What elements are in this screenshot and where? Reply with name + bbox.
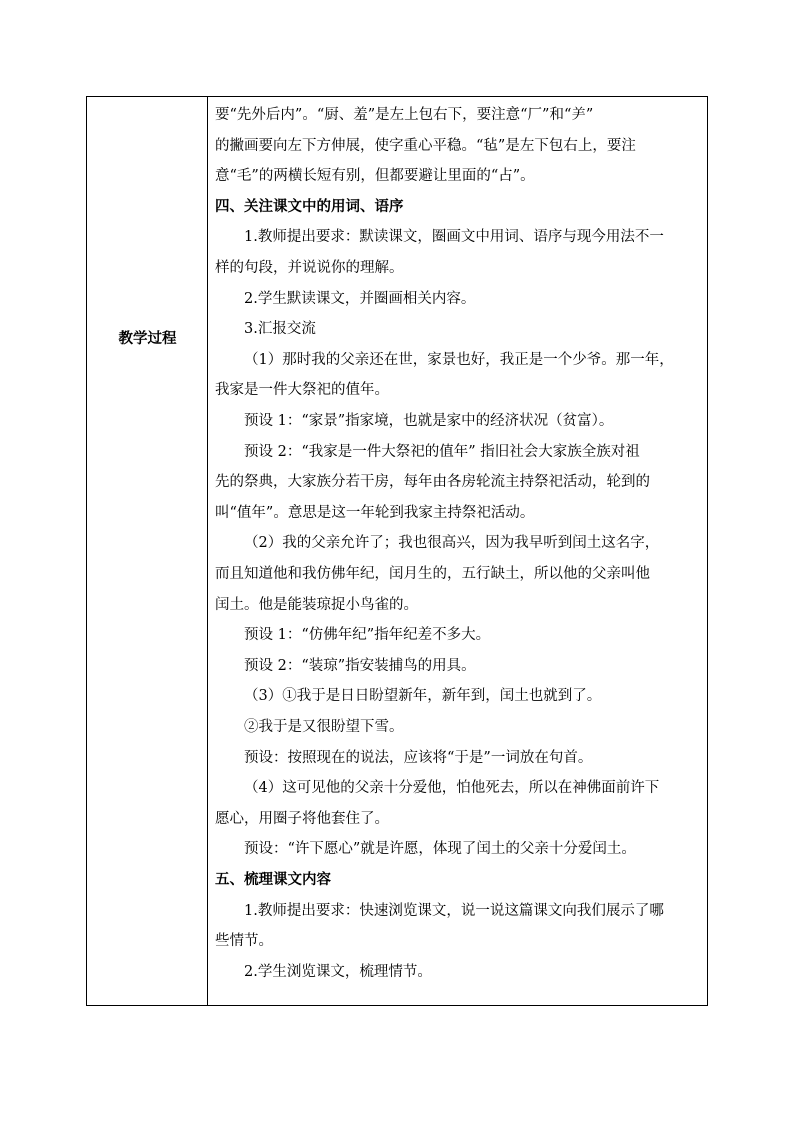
text-line: 要“先外后内”。“厨、羞”是左上包右下，要注意“厂”和“⺶” <box>215 107 594 123</box>
lesson-plan-table <box>86 96 708 1006</box>
text-line: ②我于是又很盼望下雪。 <box>244 719 404 735</box>
row-label: 教学过程 <box>118 331 177 347</box>
text-line: 叫“值年”。意思是这一年轮到我家主持祭祀活动。 <box>215 504 535 521</box>
text-line: 样的句段，并说说你的理解。 <box>215 260 404 276</box>
text-line: 而且知道他和我仿佛年纪，闰月生的，五行缺土，所以他的父亲叫他 <box>215 566 650 582</box>
text-line: 先的祭典，大家族分若干房，每年由各房轮流主持祭祀活动，轮到的 <box>215 474 650 491</box>
text-line: 3.汇报交流 <box>244 321 316 338</box>
text-line: 预设：“许下愿心”就是许愿，体现了闰土的父亲十分爱闰土。 <box>244 841 636 858</box>
text-line: 闰土。他是能装琼捉小鸟雀的。 <box>215 596 418 613</box>
text-line: 愿心，用圈子将他套住了。 <box>215 810 389 827</box>
text-line: （3）①我于是日日盼望新年，新年到，闰土也就到了。 <box>244 688 602 705</box>
section-heading: 五、梳理课文内容 <box>215 872 331 888</box>
text-line: 我家是一件大祭祀的值年。 <box>215 382 389 399</box>
row-label-cell <box>87 97 208 1005</box>
text-line: （1）那时我的父亲还在世，家景也好，我正是一个少爷。那一年， <box>244 351 674 368</box>
text-line: 意“毛”的两横长短有别，但都要避让里面的“占”。 <box>215 168 535 185</box>
text-line: 预设 1：“仿佛年纪”指年纪差不多大。 <box>244 627 491 644</box>
text-line: 2.学生浏览课文，梳理情节。 <box>244 963 432 980</box>
text-line: 预设：按照现在的说法，应该将“于是”一词放在句首。 <box>244 749 593 766</box>
text-line: 预设 2：“装琼”指安装捕鸟的用具。 <box>244 657 476 674</box>
text-line: 些情节。 <box>215 933 273 950</box>
text-line: 预设 2：“我家是一件大祭祀的值年” 指旧社会大家族全族对祖 <box>244 443 640 460</box>
text-line: 1.教师提出要求：快速浏览课文，说一说这篇课文向我们展示了哪 <box>244 902 664 919</box>
text-line: （4）这可见他的父亲十分爱他，怕他死去，所以在神佛面前许下 <box>244 780 660 797</box>
text-line: （2）我的父亲允许了；我也很高兴，因为我早听到闰土这名字， <box>244 535 660 552</box>
text-line: 1.教师提出要求：默读课文，圈画文中用词、语序与现今用法不一 <box>244 229 664 246</box>
section-heading: 四、关注课文中的用词、语序 <box>215 198 404 215</box>
text-line: 的撇画要向左下方伸展，使字重心平稳。“毡”是左下包右上，要注 <box>215 137 636 154</box>
text-line: 2.学生默读课文，并圈画相关内容。 <box>244 290 476 307</box>
text-line: 预设 1：“家景”指家境，也就是家中的经济状况（贫富）。 <box>244 413 614 429</box>
